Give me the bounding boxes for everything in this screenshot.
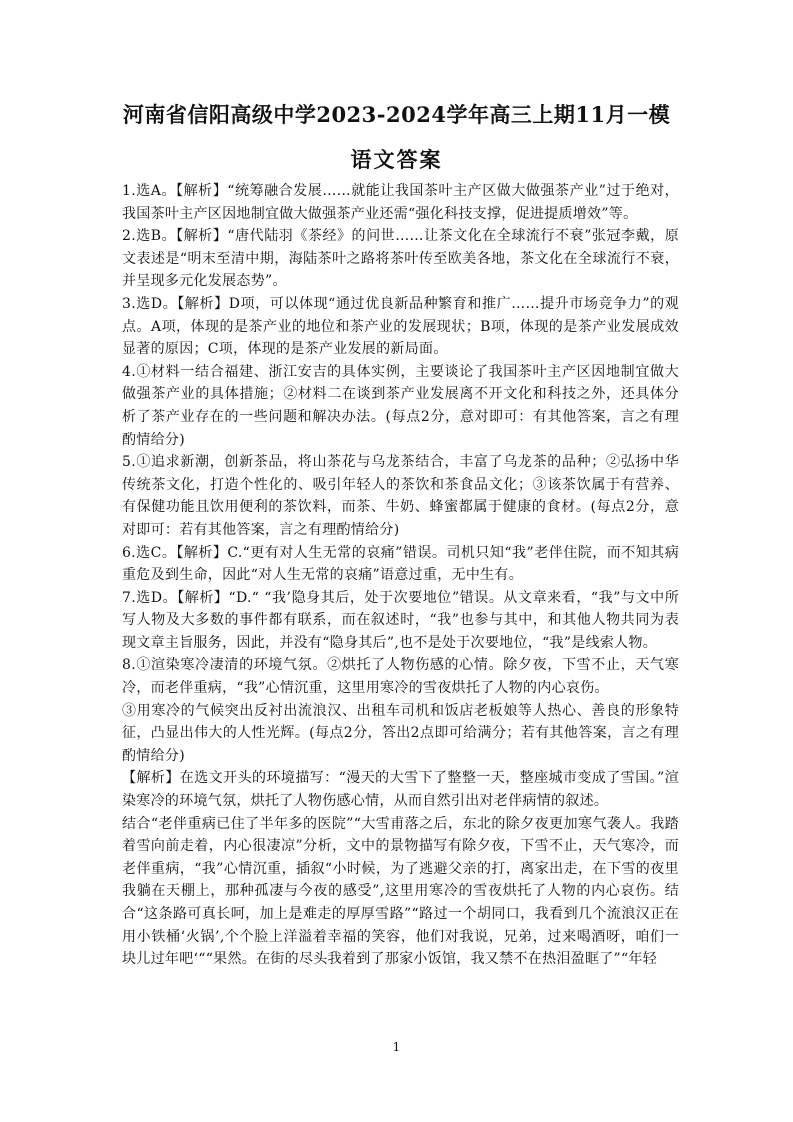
answer-4: 4.①材料一结合福建、浙江安吉的具体实例，主要谈论了我国茶叶主产区因地制宜做大做强茶产业的具体措施；②材料二在谈到茶产业发展离不开文化和科技之外，还具体分析了茶产业存在的一些问题和解决办法。(每点2分，意对即可：有其他答案，言之有理酌情给分) — [122, 363, 679, 448]
answer-1: 1.选A。【解析】“统筹融合发展……就能让我国茶叶主产区做大做强茶产业”过于绝对，我国茶叶主产区因地制宜做大做强茶产业还需“强化科技支撑，促进提质增效”等。 — [122, 183, 679, 222]
answer-8-analysis: 【解析】在选文开头的环境描写：“漫天的大雪下了整整一天，整座城市变成了雪国。”渲染寒冷的环境气氛，烘托了人物伤感心情，从而自然引出对老伴病情的叙述。 — [122, 770, 679, 810]
answer-8-part-2: ③用寒冷的气候突出反衬出流浪汉、出租车司机和饭店老板娘等人热心、善良的形象特征，凸显出伟大的人性光辉。(每点2分，答出2点即可给满分；若有其他答案，言之有理酌情给分) — [122, 702, 679, 764]
page-number: 1 — [392, 1040, 401, 1054]
answer-5: 5.①追求新潮，创新茶品，将山茶花与乌龙茶结合，丰富了乌龙茶的品种；②弘扬中华传统茶文化，打造个性化的、吸引年轻人的茶饮和茶食品文化；③该茶饮属于有营养、有保健功能且饮用便利的茶饮料，而茶、牛奶、蜂蜜都属于健康的食材。(每点2分，意对即可：若有其他答案，言之有理酌情给分) — [122, 454, 679, 538]
answer-3: 3.选D。【解析】D项，可以体现“通过优良新品种繁育和推广……提升市场竞争力”的观点。A项，体现的是茶产业的地位和茶产业的发展现状；B项，体现的是茶产业发展成效显著的原因；C项，体现的是茶产业发展的新局面。 — [122, 295, 679, 358]
answer-2: 2.选B。【解析】“唐代陆羽《茶经》的问世……让茶文化在全球流行不衰”张冠李戴，原文表述是“明末至清中期，海陆茶叶之路将茶叶传至欧美各地，茶文化在全球流行不衰，并呈现多元化发展态势”。 — [122, 228, 679, 290]
document-subtitle: 语文答案 — [350, 147, 443, 172]
answer-7: 7.选D。【解析】“D.“ “我’隐身其后，处于次要地位”错误。从文章来看，“我”与文中所写人物及大多数的事件都有联系，而在叙述时，“我”也参与其中，和其他人物共同为表现文章主旨服务，因此，并没有“隐身其后”,也不是处于次要地位，“我”是线索人物。 — [122, 589, 679, 651]
answer-8-analysis-cont: 结合“老伴重病已住了半年多的医院”“大雪甫落之后，东北的除夕夜更加寒气袭人。我踏着雪向前走着，内心很凄凉”分析，文中的景物描写有除夕夜，下雪不止，天气寒冷，而老伴重病，“我”心情沉重，插叙“小时候，为了逃避父亲的打，离家出走，在下雪的夜里我躺在天棚上，那种孤凄与今夜的感受”,这里用寒冷的雪夜烘托了人物的内心哀伤。结合“这条路可真长呵，加上是难走的厚厚雪路”“路过一个胡同口，我看到几个流浪汉正在用小铁桶‘火锅’,个个脸上洋溢着幸福的笑容，他们对我说，兄弟，过来喝酒呀，咱们一块儿过年吧‘““果然。在街的尽头我着到了那家小饭馆，我又禁不在热泪盈眶了”“年轻 — [122, 815, 679, 968]
document-title: 河南省信阳高级中学2023-2024学年高三上期11月一模 — [122, 102, 671, 127]
answer-8-part-1: 8.①渲染寒冷凄清的环境气氛。②烘托了人物伤感的心情。除夕夜，下雪不止，天气寒冷，而老伴重病，“我”心情沉重，这里用寒冷的雪夜烘托了人物的内心哀伤。 — [122, 657, 679, 697]
answer-6: 6.选C。【解析】C.“更有对人生无常的哀痛”错误。司机只知“我”老伴住院，而不知其病重危及到生命，因此“对人生无常的哀痛”语意过重，无中生有。 — [122, 544, 679, 584]
answer-content — [122, 180, 679, 971]
